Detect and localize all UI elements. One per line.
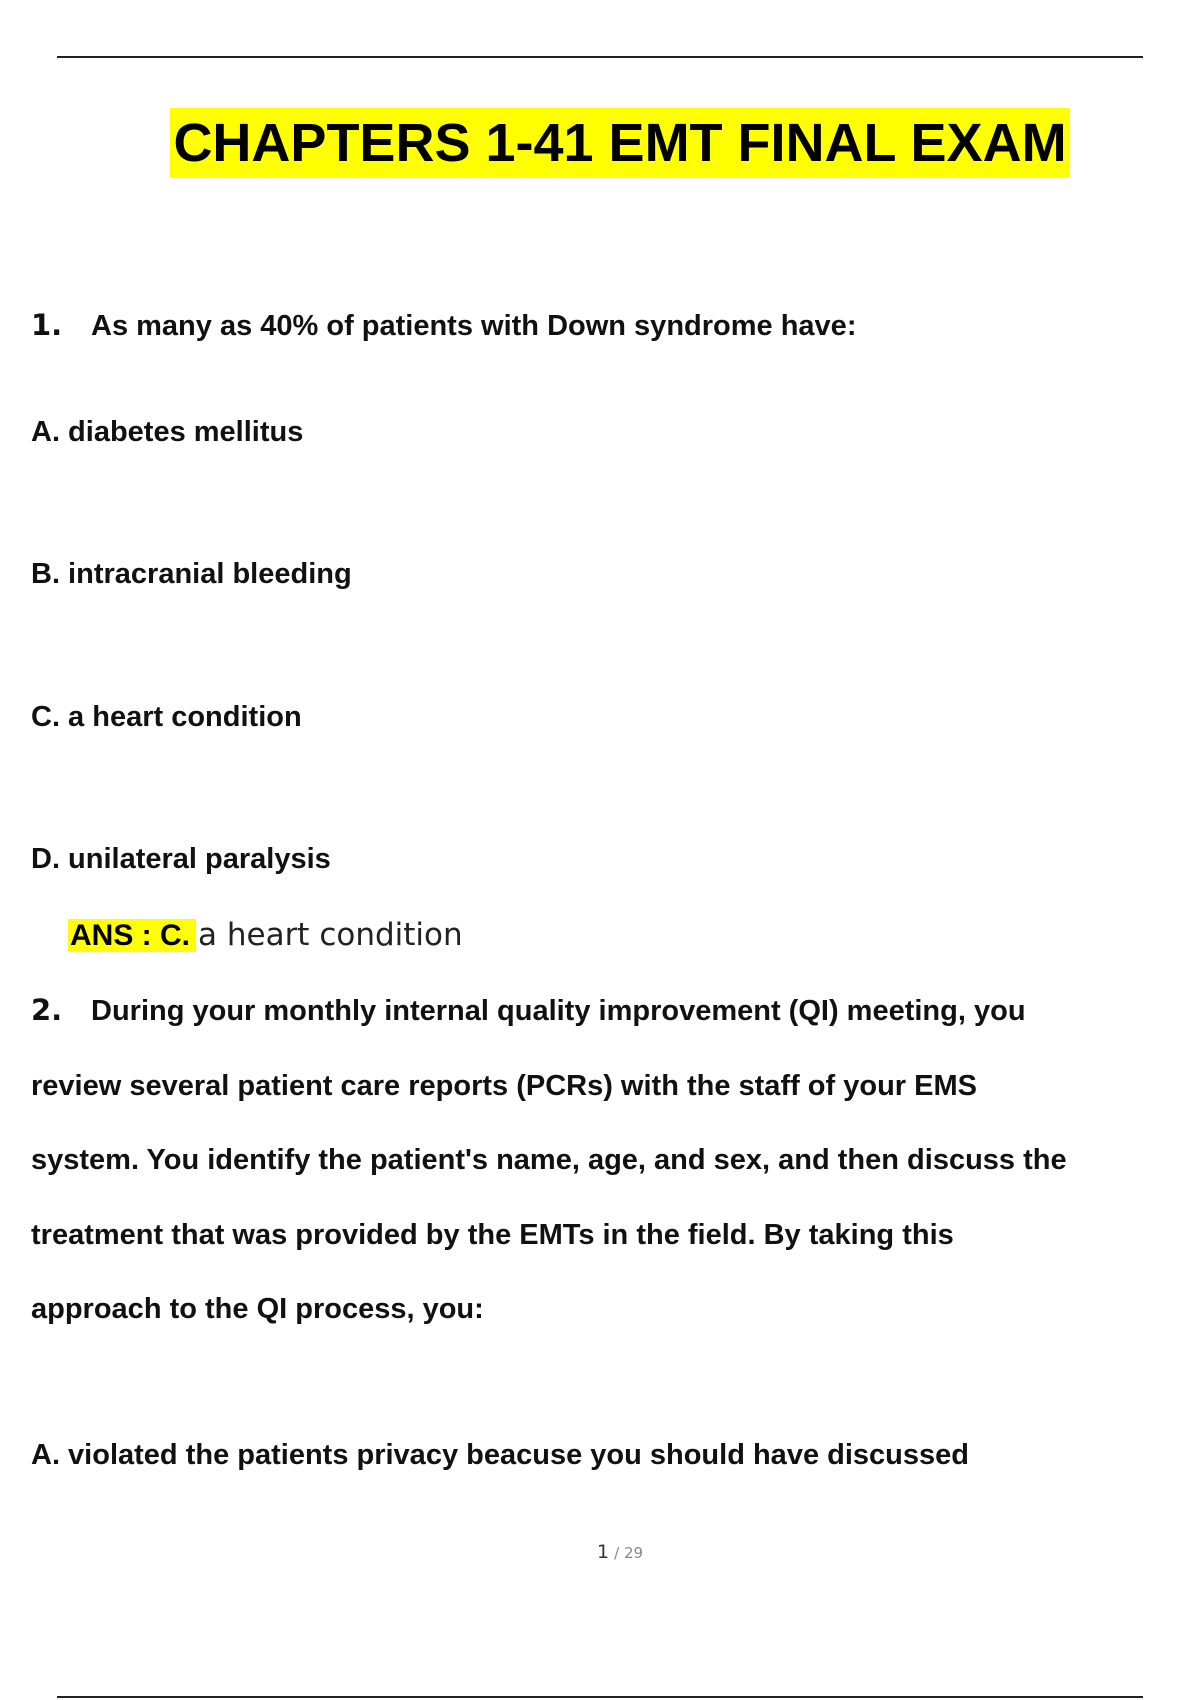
bottom-rule xyxy=(57,1696,1143,1698)
question-2-option-a: A. violated the patients privacy beacuse you should have discussed xyxy=(31,1439,969,1471)
question-1-option-c: C. a heart condition xyxy=(31,701,302,733)
document-title: CHAPTERS 1-41 EMT FINAL EXAM xyxy=(170,108,1069,178)
question-1 xyxy=(31,307,856,344)
question-1-option-a: A. diabetes mellitus xyxy=(31,416,304,448)
page-total: / 29 xyxy=(614,1544,644,1562)
answer-text: a heart condition xyxy=(198,917,463,953)
title-container xyxy=(0,108,1200,178)
question-2-text-line-4: treatment that was provided by the EMTs in the field. By taking this xyxy=(31,1219,954,1251)
question-2-number: 2. xyxy=(31,993,63,1027)
answer-label: ANS : C. xyxy=(68,919,196,952)
question-2 xyxy=(31,992,1026,1029)
question-1-text: As many as 40% of patients with Down syndrome have: xyxy=(91,310,857,342)
page-indicator xyxy=(0,1541,1200,1563)
question-2-text-line-2: review several patient care reports (PCRs) with the staff of your EMS xyxy=(31,1070,977,1102)
question-1-answer xyxy=(68,914,463,956)
question-1-option-d: D. unilateral paralysis xyxy=(31,843,331,875)
top-rule xyxy=(57,56,1143,58)
question-2-text-line-3: system. You identify the patient's name, age, and sex, and then discuss the xyxy=(31,1144,1067,1176)
question-2-text-line-1: During your monthly internal quality improvement (QI) meeting, you xyxy=(91,995,1026,1027)
page-current: 1 xyxy=(596,1541,610,1563)
question-1-number: 1. xyxy=(31,308,63,342)
question-2-text-line-5: approach to the QI process, you: xyxy=(31,1293,484,1325)
question-1-option-b: B. intracranial bleeding xyxy=(31,558,352,590)
